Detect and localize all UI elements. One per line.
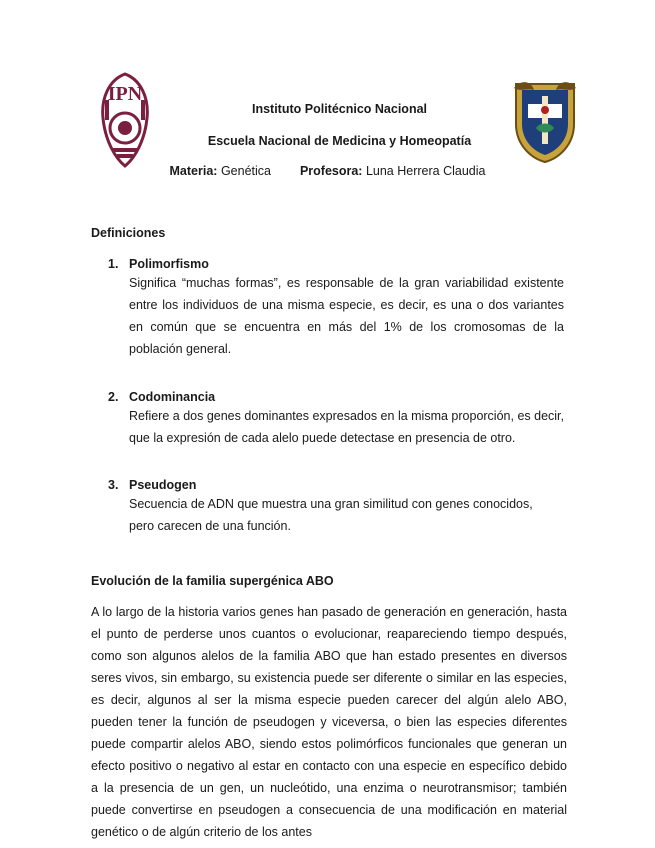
definition-text: Refiere a dos genes dominantes expresados en la misma proporción, es decir, que la expresión de cada alelo puede detectase en presencia de otro. — [129, 409, 564, 445]
teacher-value: Luna Herrera Claudia — [365, 164, 486, 178]
definitions-heading: Definiciones — [91, 226, 166, 240]
unam-shield-logo — [512, 78, 578, 164]
evolution-heading: Evolución de la familia supergénica ABO — [91, 574, 334, 588]
definition-term: Polimorfismo — [129, 257, 209, 271]
definition-item — [108, 390, 564, 449]
subject-teacher-line — [0, 164, 655, 178]
subject-label: Materia: — [169, 164, 218, 178]
svg-text:IPN: IPN — [107, 83, 143, 105]
evolution-paragraph: A lo largo de la historia varios genes han pasado de generación en generación, hasta el punto de perderse unos cuantos o evolucionar, reapareciendo tiempo después, como son algunos alelos de la familia ABO que han estado presentes en diversos seres vivos, sin embargo, su existencia puede ser diferente o similar en las especies, es decir, algunos al ser la misma especie pueden carecer del algún alelo ABO, pueden tener la función de pseudogen y viceversa, o bien las especies diferentes puede compartir alelos ABO, siendo estos polimórficos funcionales que generan un efecto positivo o negativo al estar en contacto con una especie en específico debido a la presencia de un gen, un nucleótido, una enzima o neurotransmisor; también puede convertirse en pseudogen a consecuencia de una modificación en material genético o de algún criterio de los antes — [91, 605, 567, 839]
definition-text: Secuencia de ADN que muestra una gran similitud con genes conocidos, pero carecen de una función. — [129, 497, 533, 533]
definition-item — [108, 257, 564, 360]
school-title: Escuela Nacional de Medicina y Homeopatía — [207, 134, 472, 148]
teacher-label: Profesora: — [299, 164, 363, 178]
definition-number: 2. — [108, 390, 119, 404]
definition-term: Pseudogen — [129, 478, 197, 492]
definition-number: 1. — [108, 257, 119, 271]
definition-number: 3. — [108, 478, 119, 492]
definition-term: Codominancia — [129, 390, 216, 404]
institution-title: Instituto Politécnico Nacional — [251, 102, 428, 116]
ipn-logo — [95, 70, 155, 170]
definition-item — [108, 478, 564, 537]
definition-text: Significa “muchas formas”, es responsable de la gran variabilidad existente entre los individuos de una misma especie, es decir, es una o dos variantes en común que se encuentra en más del 1% de los cromosomas de la población general. — [129, 276, 564, 356]
subject-value: Genética — [220, 164, 271, 178]
